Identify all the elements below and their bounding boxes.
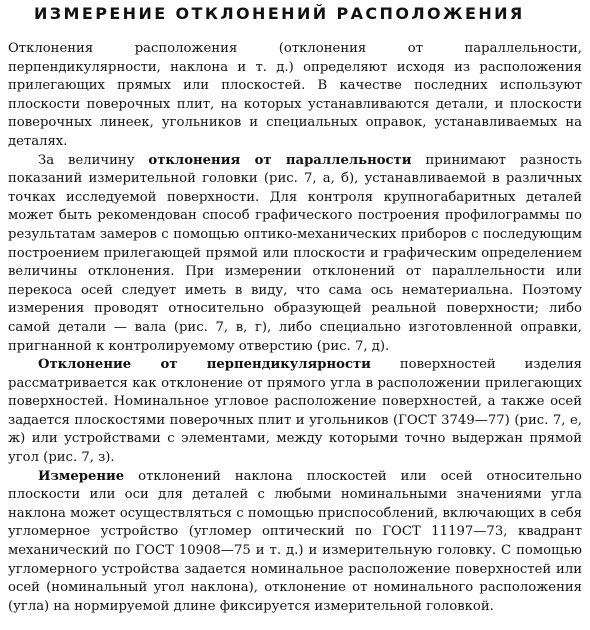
paragraph-perpendicularity bbox=[8, 356, 582, 468]
paragraph-inclination-text: отклонений наклона плоскостей или осей относительно плоскости или оси для деталей с любыми номинальными значениями угла наклона может осуществляться с помощью приспособлений, включающих в себя угломерное устройство (угломер оптический по ГОСТ 11197—73, квадрант механический по ГОСТ 10908—75 и т. д.) и измерительную головку. С помощью угломерного устройства задается номинальное расположение поверхностей или осей (номинальный угол наклона), отклонение от номинального расположения (угла) на нормируемой длине фиксируется измерительной головкой. bbox=[8, 468, 582, 614]
paragraph-inclination bbox=[8, 468, 582, 617]
paragraph-intro-text: Отклонения расположения (отклонения от параллельности, перпендикулярности, наклона и т. д.) определяют исходя из расположения прилегающих прямых или плоскостей. В качестве последних используют плоскости поверочных плит, на которых устанавливаются детали, и плоскости поверочных линеек, угольников и специальных оправок, устанавливаемых на деталях. bbox=[8, 41, 582, 149]
paragraph-parallelism-text: принимают разность показаний измерительной головки (рис. 7, а, б), устанавливаемой в различных точках исследуемой поверхности. Для контроля крупногабаритных деталей может быть рекомендован способ графического построения профилограммы по результатам замеров с помощью оптико-механических приборов с последующим построением прилегающей прямой или плоскости и графическим определением величины отклонения. При измерении отклонений от параллельности или перекоса осей следует иметь в виду, что сама ось нематериальна. Поэтому измерения проводят относительно образующей реальной поверхности; либо самой детали — вала (рис. 7, в, г), либо специально изготовленной оправки, пригнанной к контролируемому отверстию (рис. 7, д). bbox=[8, 152, 582, 354]
term-measurement: Измерение bbox=[38, 468, 125, 484]
term-perpendicularity: Отклонение от перпендикулярности bbox=[38, 357, 371, 373]
paragraph-parallelism-lead: За величину bbox=[38, 152, 149, 168]
section-heading: ИЗМЕРЕНИЕ ОТКЛОНЕНИЙ РАСПОЛОЖЕНИЯ bbox=[34, 4, 525, 23]
paragraph-perpendicularity-text: поверхностей изделия рассматривается как отклонение от прямого угла в расположении прилегающих поверхностей. Номинальное угловое расположение поверхностей, а также осей задается плоскостями поверочных плит и угольников (ГОСТ 3749—77) (рис. 7, е, ж) или устройствами с элементами, между которыми точно выдержан прямой угол (рис. 7, з). bbox=[8, 357, 583, 466]
paragraph-parallelism bbox=[8, 152, 582, 357]
term-parallelism: отклонения от параллельности bbox=[148, 152, 412, 168]
paragraph-intro bbox=[8, 40, 582, 152]
